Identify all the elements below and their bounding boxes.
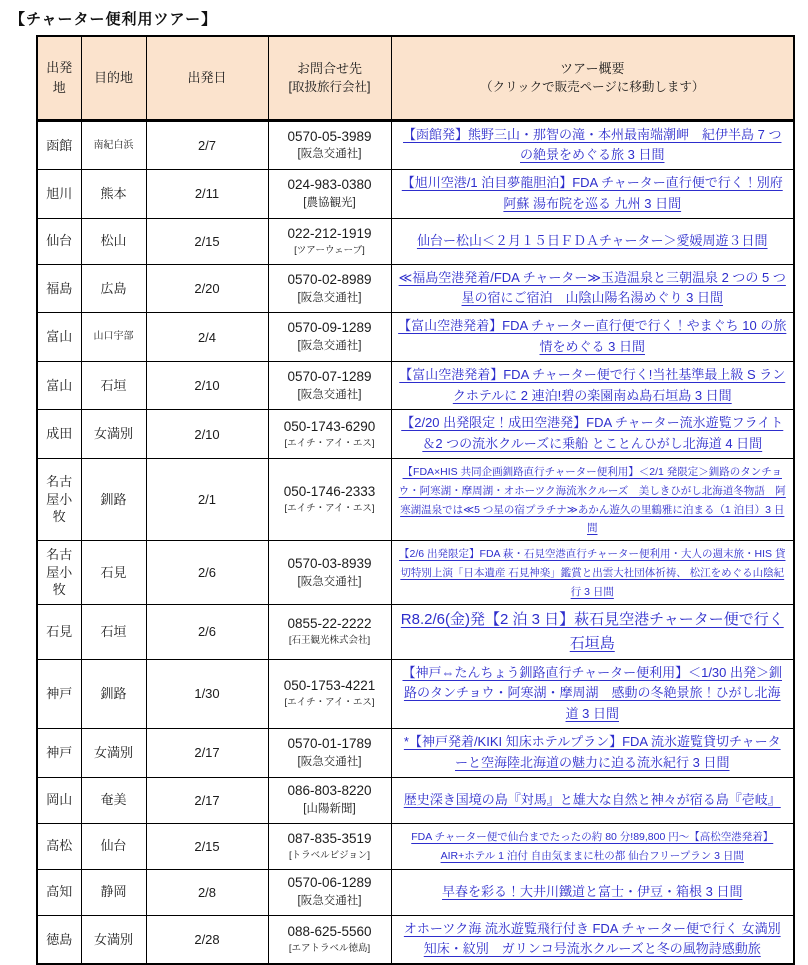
summary-cell <box>391 120 794 170</box>
summary-cell <box>391 777 794 823</box>
tour-summary-link[interactable]: 【2/6 出発限定】FDA 萩・石見空港直行チャーター便利用・大人の週末旅・HIS 貸切特別上演「日本遺産 石見神楽」鑑賞と出雲大社団体祈祷、 松江をめぐる山陰紀行 3 日間 <box>399 548 786 598</box>
col-header-date <box>146 36 268 120</box>
contact-cell <box>268 410 391 459</box>
departure-cell: 名古屋小牧 <box>37 459 81 541</box>
agency-name: [エイチ・アイ・エス] <box>284 437 375 449</box>
departure-date-cell: 2/6 <box>146 604 268 659</box>
table-row <box>37 313 794 362</box>
phone-number: 086-803-8220 <box>287 783 372 799</box>
departure-cell: 富山 <box>37 313 81 362</box>
departure-cell: 名古屋小牧 <box>37 541 81 604</box>
agency-name: [エイチ・アイ・エス] <box>284 697 375 709</box>
tours-table-body <box>37 120 794 964</box>
col-header-departure-label: 出発地 <box>46 60 73 95</box>
table-row <box>37 459 794 541</box>
departure-cell: 高松 <box>37 823 81 869</box>
tour-summary-link[interactable]: 【旭川空港/1 泊目夢龍胆泊】FDA チャーター直行便で行く！別府 阿蘇 湯布院を巡る 九州 3 日間 <box>401 175 783 211</box>
agency-name: [阪急交通社] <box>297 575 362 588</box>
contact-cell <box>268 120 391 170</box>
table-row <box>37 361 794 410</box>
page-title: 【チャーター便利用ツアー】 <box>10 11 218 28</box>
destination-cell: 石垣 <box>81 604 146 659</box>
col-header-summary <box>391 36 794 120</box>
departure-cell: 福島 <box>37 264 81 313</box>
phone-number: 0570-06-1289 <box>287 875 372 891</box>
phone-number: 088-625-5560 <box>287 924 372 940</box>
tour-summary-link[interactable]: *【神戸発着/KIKI 知床ホテルプラン】FDA 流氷遊覧貸切チャーターと空海陸北海道の魅力に迫る流氷紀行 3 日間 <box>403 734 781 770</box>
destination-cell: 釧路 <box>81 459 146 541</box>
contact-cell <box>268 869 391 915</box>
destination-cell: 山口宇部 <box>81 313 146 362</box>
summary-cell <box>391 869 794 915</box>
col-header-contact <box>268 36 391 120</box>
summary-cell <box>391 823 794 869</box>
departure-date-cell: 2/11 <box>146 170 268 219</box>
departure-cell: 仙台 <box>37 218 81 264</box>
departure-cell: 高知 <box>37 869 81 915</box>
col-header-destination-label: 目的地 <box>93 70 133 85</box>
tour-summary-link[interactable]: 【FDA×HIS 共同企画釧路直行チャーター便利用】＜2/1 発限定＞釧路のタンチョウ・阿寒湖・摩周湖・オホーツク海流氷クルーズ 美しきひがし北海道冬物語 阿寒湖温泉では≪5 つ星の宿プラチナ≫あかん遊久の里鶴雅に泊まる（1 泊目）3 日間 <box>398 466 786 535</box>
contact-cell <box>268 264 391 313</box>
contact-cell <box>268 729 391 778</box>
destination-cell: 女満別 <box>81 915 146 964</box>
agency-name: [エアトラベル徳島] <box>288 942 371 954</box>
agency-name: [エイチ・アイ・エス] <box>284 503 375 515</box>
summary-cell <box>391 361 794 410</box>
departure-cell: 岡山 <box>37 777 81 823</box>
destination-cell: 松山 <box>81 218 146 264</box>
tour-summary-link[interactable]: 仙台ー松山＜２月１５日ＦＤＡチャーター＞愛媛周遊３日間 <box>416 232 768 248</box>
phone-number: 0570-01-1789 <box>287 736 372 752</box>
agency-name: [阪急交通社] <box>297 340 362 353</box>
departure-date-cell: 1/30 <box>146 659 268 728</box>
agency-name: [阪急交通社] <box>297 756 362 769</box>
summary-cell <box>391 459 794 541</box>
contact-cell <box>268 777 391 823</box>
phone-number: 0570-07-1289 <box>287 368 372 384</box>
departure-date-cell: 2/10 <box>146 410 268 459</box>
col-header-contact-subline: [取扱旅行会社] <box>288 80 371 95</box>
contact-cell <box>268 659 391 728</box>
table-row <box>37 777 794 823</box>
departure-date-cell: 2/28 <box>146 915 268 964</box>
summary-cell <box>391 604 794 659</box>
contact-cell <box>268 361 391 410</box>
table-row <box>37 869 794 915</box>
departure-date-cell: 2/1 <box>146 459 268 541</box>
departure-date-cell: 2/17 <box>146 729 268 778</box>
phone-number: 050-1746-2333 <box>283 484 376 500</box>
destination-cell: 熊本 <box>81 170 146 219</box>
destination-cell: 南紀白浜 <box>81 120 146 170</box>
agency-name: [農協観光] <box>303 197 356 210</box>
table-row <box>37 410 794 459</box>
departure-date-cell: 2/6 <box>146 541 268 604</box>
destination-cell: 仙台 <box>81 823 146 869</box>
summary-cell <box>391 313 794 362</box>
phone-number: 0570-02-8989 <box>287 271 372 287</box>
destination-cell: 女満別 <box>81 410 146 459</box>
departure-date-cell: 2/4 <box>146 313 268 362</box>
destination-cell: 女満別 <box>81 729 146 778</box>
departure-cell: 富山 <box>37 361 81 410</box>
tour-summary-link[interactable]: ≪福島空港発着/FDA チャーター≫玉造温泉と三朝温泉 2 つの 5 つ星の宿にご宿泊 山陰山陽名湯めぐり 3 日間 <box>398 269 786 306</box>
destination-cell: 広島 <box>81 264 146 313</box>
contact-cell <box>268 541 391 604</box>
contact-cell <box>268 823 391 869</box>
destination-cell: 釧路 <box>81 659 146 728</box>
phone-number: 0855-22-2222 <box>287 616 372 632</box>
departure-cell: 神戸 <box>37 729 81 778</box>
agency-name: [阪急交通社] <box>297 148 362 161</box>
col-header-destination <box>81 36 146 120</box>
destination-cell: 石見 <box>81 541 146 604</box>
departure-cell: 函館 <box>37 120 81 170</box>
table-row <box>37 915 794 964</box>
departure-cell: 成田 <box>37 410 81 459</box>
summary-cell <box>391 659 794 728</box>
departure-date-cell: 2/7 <box>146 120 268 170</box>
phone-number: 050-1753-4221 <box>283 678 376 694</box>
col-header-departure <box>37 36 81 120</box>
agency-name: [阪急交通社] <box>297 388 362 401</box>
departure-date-cell: 2/15 <box>146 218 268 264</box>
col-header-summary-label: ツアー概要 <box>559 60 625 76</box>
departure-cell: 徳島 <box>37 915 81 964</box>
contact-cell <box>268 459 391 541</box>
departure-date-cell: 2/15 <box>146 823 268 869</box>
agency-name: [石王観光株式会社] <box>288 635 371 647</box>
agency-name: [トラベルビジョン] <box>288 849 371 861</box>
tour-summary-link[interactable]: R8.2/6(金)発【2 泊 3 日】萩石見空港チャーター便で行く 石垣島 <box>400 610 784 652</box>
tour-summary-link[interactable]: 【2/20 出発限定！成田空港発】FDA チャーター流氷遊覧フライト＆2 つの流氷クルーズに乗船 とことんひがし北海道 4 日間 <box>401 415 784 452</box>
tour-summary-link[interactable]: 早春を彩る！大井川鐵道と富士・伊豆・箱根 3 日間 <box>442 883 743 899</box>
contact-cell <box>268 604 391 659</box>
tour-summary-link[interactable]: オホーツク海 流氷遊覧飛行付き FDA チャーター便で行く 女満別 知床・紋別 ガリンコ号流氷クルーズと冬の風物詩感動旅 <box>403 920 781 957</box>
phone-number: 0570-09-1289 <box>287 320 372 336</box>
contact-cell <box>268 915 391 964</box>
departure-date-cell: 2/10 <box>146 361 268 410</box>
agency-name: [阪急交通社] <box>297 895 362 908</box>
summary-cell <box>391 729 794 778</box>
table-row <box>37 264 794 313</box>
summary-cell <box>391 915 794 964</box>
table-row <box>37 170 794 219</box>
agency-name: [山陽新聞] <box>303 803 356 816</box>
tour-summary-link[interactable]: 【富山空港発着】FDA チャーター直行便で行く！やまぐち 10 の旅情をめぐる 3 日間 <box>398 318 787 355</box>
departure-date-cell: 2/17 <box>146 777 268 823</box>
table-row <box>37 604 794 659</box>
departure-date-cell: 2/20 <box>146 264 268 313</box>
summary-cell <box>391 264 794 313</box>
destination-cell: 静岡 <box>81 869 146 915</box>
tour-summary-link[interactable]: 【富山空港発着】FDA チャーター便で行く!当社基準最上級 S ランクホテルに 2 連泊!碧の楽園南ぬ島石垣島 3 日間 <box>399 366 786 403</box>
contact-cell <box>268 313 391 362</box>
tour-summary-link[interactable]: 歴史深き国境の島『対馬』と雄大な自然と神々が宿る島『壱岐』 <box>403 791 781 807</box>
table-row <box>37 218 794 264</box>
charter-tours-table <box>36 35 795 965</box>
phone-number: 022-212-1919 <box>287 225 372 241</box>
col-header-date-label: 出発日 <box>187 70 227 85</box>
phone-number: 087-835-3519 <box>287 830 372 846</box>
table-header <box>37 36 794 120</box>
phone-number: 050-1743-6290 <box>283 418 376 434</box>
contact-cell <box>268 170 391 219</box>
table-row <box>37 659 794 728</box>
agency-name: [阪急交通社] <box>297 291 362 304</box>
phone-number: 0570-05-3989 <box>287 128 372 144</box>
summary-cell <box>391 410 794 459</box>
table-row <box>37 729 794 778</box>
phone-number: 0570-03-8939 <box>287 555 372 571</box>
header-row <box>37 36 794 120</box>
table-row <box>37 823 794 869</box>
table-row <box>37 120 794 170</box>
summary-cell <box>391 218 794 264</box>
departure-cell: 石見 <box>37 604 81 659</box>
agency-name: [ツアーウェーブ] <box>294 244 365 256</box>
tour-summary-link[interactable]: 【函館発】熊野三山・那智の滝・本州最南端潮岬 紀伊半島 7 つの絶景をめぐる旅 3 日間 <box>403 126 782 163</box>
phone-number: 024-983-0380 <box>287 177 372 193</box>
col-header-summary-subline: （クリックで販売ページに移動します） <box>480 80 705 95</box>
contact-cell <box>268 218 391 264</box>
summary-cell <box>391 170 794 219</box>
tour-summary-link[interactable]: 【神戸⇔たんちょう釧路直行チャーター便利用】＜1/30 出発＞釧路のタンチョウ・阿寒湖・摩周湖 感動の冬絶景旅！ひがし北海道 3 日間 <box>402 664 783 722</box>
destination-cell: 奄美 <box>81 777 146 823</box>
table-row <box>37 541 794 604</box>
tour-summary-link[interactable]: FDA チャーター便で仙台までたったの約 80 分!89,800 円～【高松空港発着】AIR+ホテル 1 泊付 自由気ままに杜の都 仙台フリープラン 3 日間 <box>411 831 774 863</box>
departure-date-cell: 2/8 <box>146 869 268 915</box>
col-header-contact-label: お問合せ先 <box>296 60 362 76</box>
destination-cell: 石垣 <box>81 361 146 410</box>
departure-cell: 神戸 <box>37 659 81 728</box>
departure-cell: 旭川 <box>37 170 81 219</box>
summary-cell <box>391 541 794 604</box>
